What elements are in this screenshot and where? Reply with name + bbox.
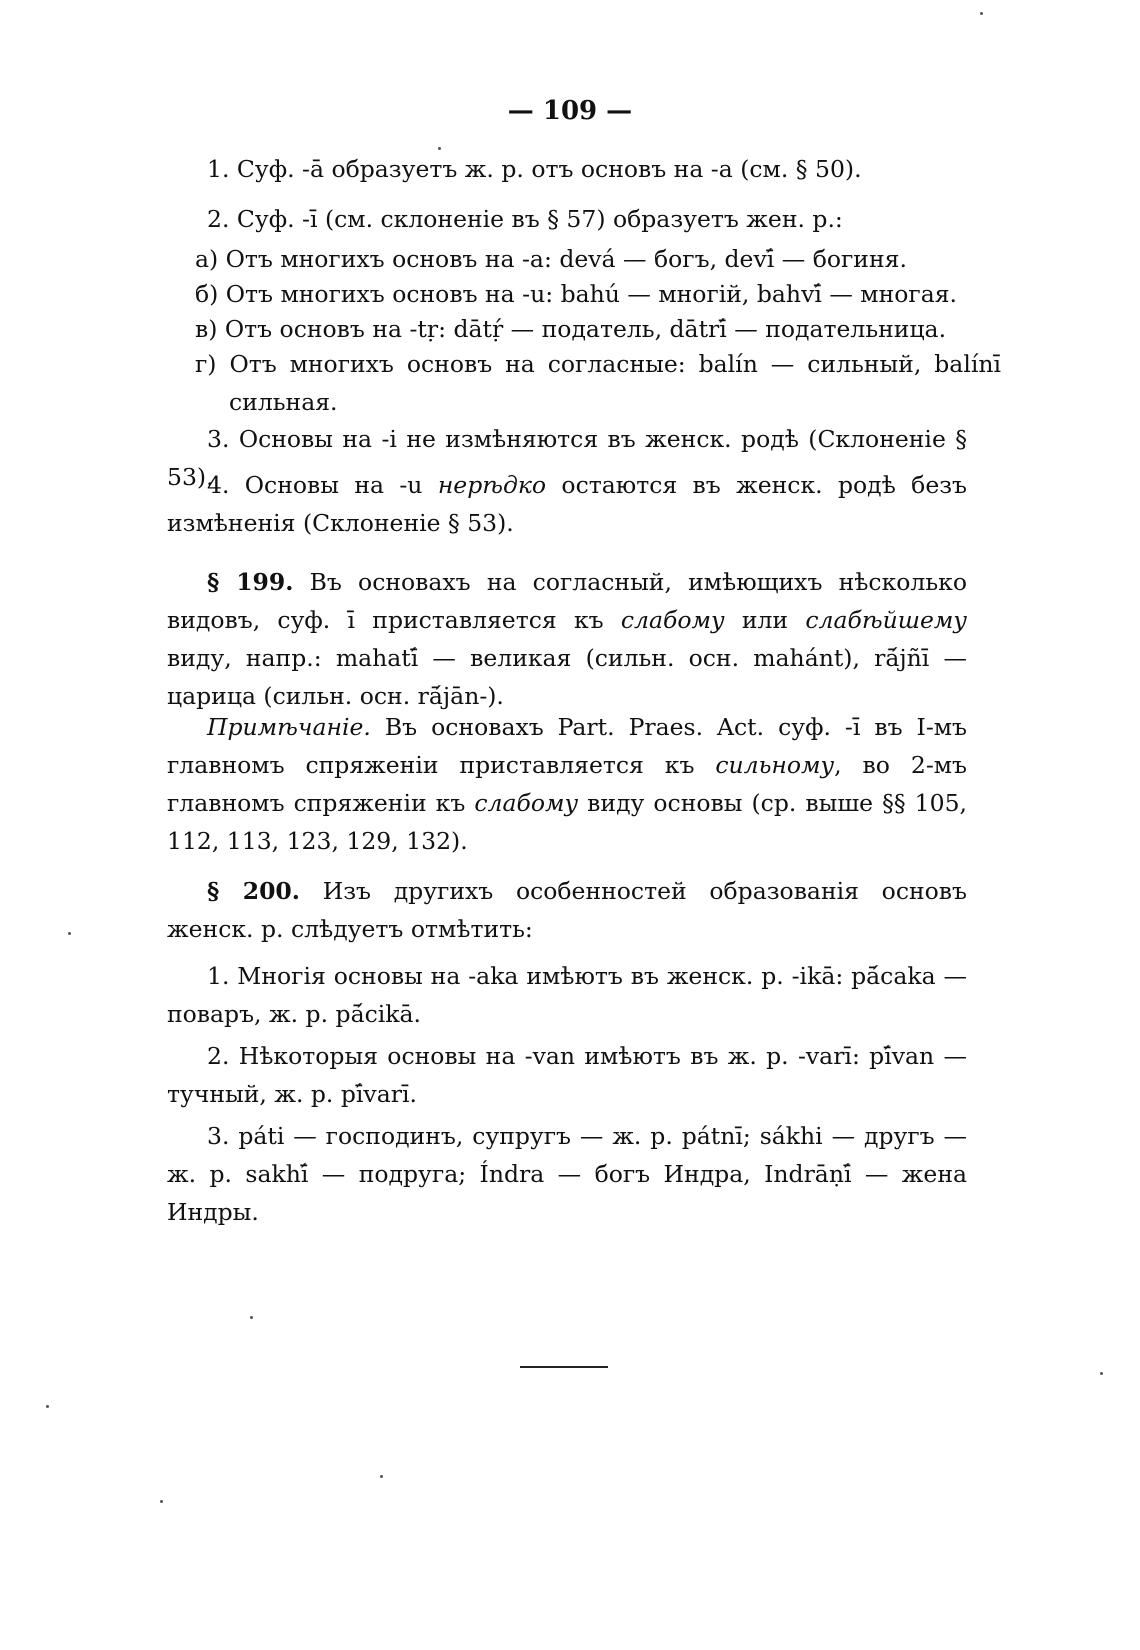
closing-rule — [520, 1366, 608, 1368]
section-200-paragraph — [167, 872, 967, 948]
scan-speck — [1100, 1372, 1103, 1375]
section-199-italic1: слабому — [620, 606, 725, 634]
section-200-item2: 2. Нѣкоторыя основы на -van имѣютъ въ ж. р. -varī: pī́van — тучный, ж. р. pī́varī. — [167, 1042, 967, 1108]
page-number: — 109 — — [507, 96, 633, 126]
scan-speck — [160, 1500, 163, 1503]
section-199-text2: или — [724, 606, 806, 634]
section-199-note-text2: , во 2-мъ главномъ спряженіи къ — [167, 751, 967, 817]
scan-speck — [46, 1405, 49, 1408]
scan-speck — [250, 1316, 253, 1319]
section-200-item3: 3. páti — господинъ, супругъ — ж. р. pátnī; sákhi — другъ — ж. р. sakhī́ — подруга; Índra — богъ Индра, Indrāṇī́ — жена Индры. — [167, 1122, 967, 1226]
list1-item3: 3. Основы на -i не измѣняются въ женск. родѣ (Склоненіе § 53). — [167, 425, 967, 491]
list1-item4-text2: остаются въ женск. родѣ безъ измѣненія (Склоненіе § 53). — [167, 471, 967, 537]
section-200-text: Изъ другихъ особенностей образованія основъ женск. р. слѣдуетъ отмѣтить: — [167, 877, 967, 943]
list1-item2: 2. Суф. -ī (см. склоненіе въ § 57) образуетъ жен. р.: — [207, 205, 843, 233]
section-200-heading: § 200. — [207, 877, 300, 905]
scan-speck — [68, 932, 71, 935]
section-199-note-label: Примѣчаніе. — [207, 713, 371, 741]
list1-item4 — [167, 466, 967, 542]
list1-sub-c: в) Отъ основъ на -tṛ: dātṛ́ — податель, dātrī́ — подательница. — [195, 315, 947, 343]
section-199-text1: Въ основахъ на согласный, имѣющихъ нѣсколько видовъ, суф. ī приставляется къ — [167, 568, 967, 634]
scan-speck — [380, 1475, 383, 1478]
scan-speck — [438, 147, 441, 150]
scan-speck — [980, 12, 983, 15]
section-199-text3: виду, напр.: mahatī́ — великая (сильн. осн. mahánt), rā́jñī — царица (сильн. осн. rā́jān-). — [167, 644, 967, 710]
list1-item1: 1. Суф. -ā образуетъ ж. р. отъ основъ на -a (см. § 50). — [207, 155, 862, 183]
list1-sub-a: а) Отъ многихъ основъ на -a: devá — богъ, devī́ — богиня. — [195, 245, 907, 273]
section-199-paragraph — [167, 563, 967, 715]
list1-item4-italic: нерѣдко — [437, 471, 547, 499]
section-199-italic2: слабѣйшему — [805, 606, 967, 634]
section-200-item1: 1. Многія основы на -aka имѣютъ въ женск. р. -ikā: pā́caka — поваръ, ж. р. pā́cikā. — [167, 962, 967, 1028]
section-199-note-text3: виду основы (ср. выше §§ 105, 112, 113, 123, 129, 132). — [167, 789, 968, 855]
section-199-heading: § 199. — [207, 568, 294, 596]
section-199-note-text1: Въ основахъ Part. Praes. Act. суф. -ī въ I-мъ главномъ спряженіи приставляется къ — [167, 713, 967, 779]
section-199-note-italic2: слабому — [474, 789, 579, 817]
list1-sub-d: г) Отъ многихъ основъ на согласные: balín — сильный, balínī сильная. — [195, 350, 1001, 416]
list1-item4-text1: 4. Основы на -u — [207, 471, 438, 499]
section-199-note-italic1: сильному — [715, 751, 835, 779]
section-199-note — [167, 708, 967, 860]
list1-sub-b: б) Отъ многихъ основъ на -u: bahú — многій, bahvī́ — многая. — [195, 280, 958, 308]
